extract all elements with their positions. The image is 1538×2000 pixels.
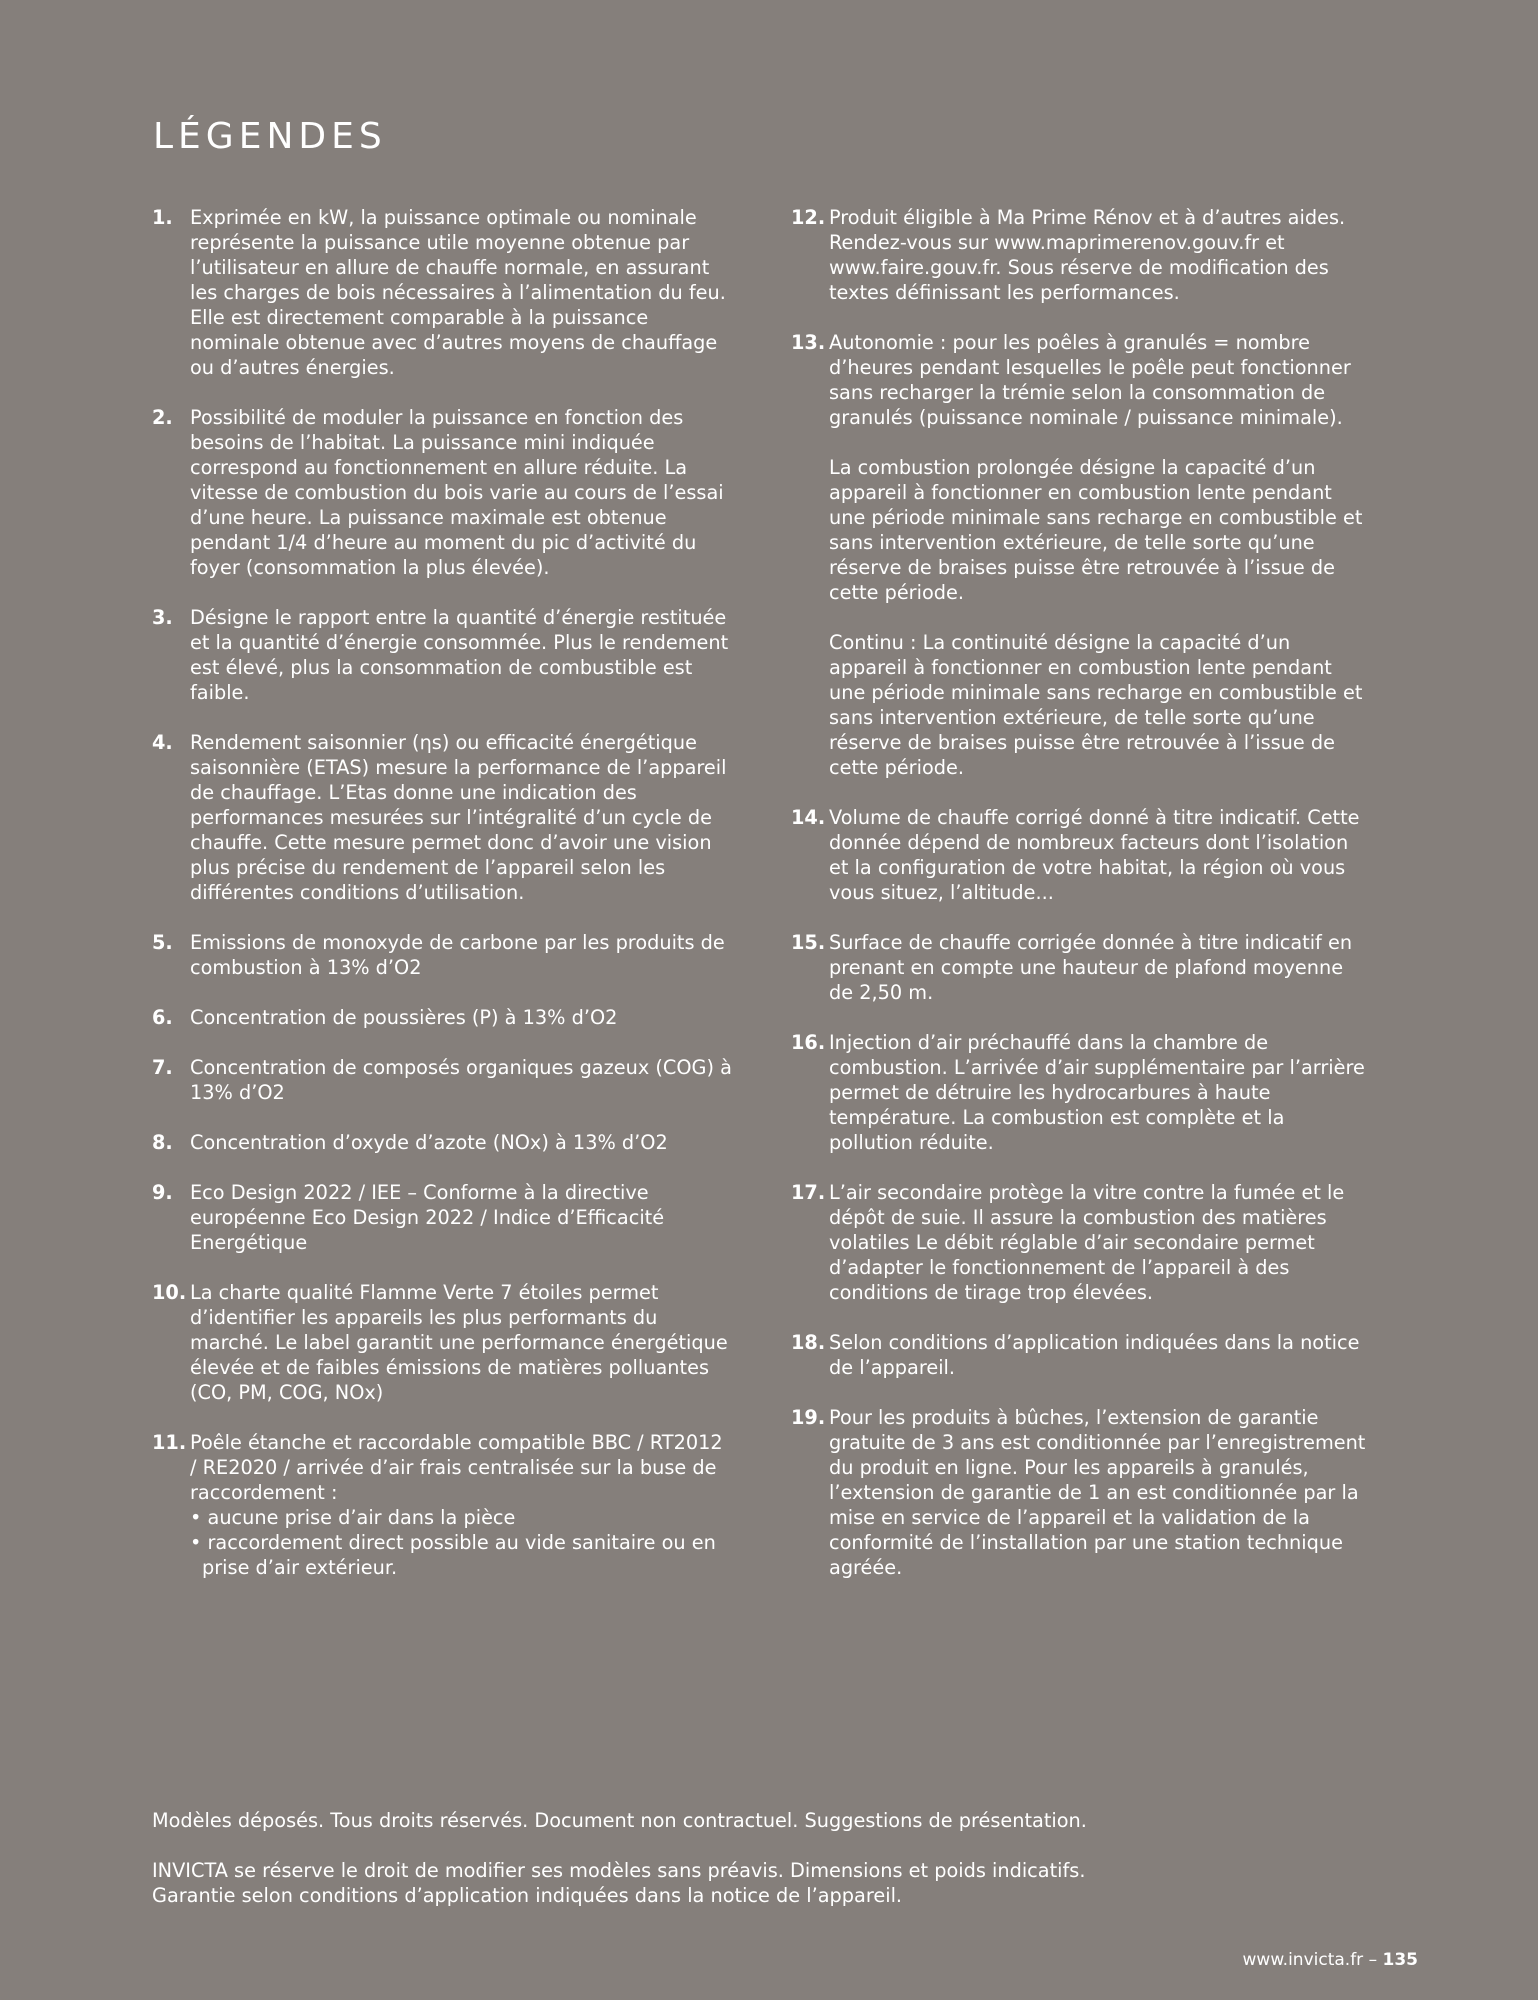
legend-note-text [190, 1005, 617, 1030]
legend-note-paragraph: Autonomie : pour les poêles à granulés = nombre d’heures pendant lesquelles le poêle peut fonctionner sans recharger la trémie selon la consommation de granulés (puissance nominale / puissance minimale). [829, 331, 1351, 429]
legend-note-paragraph: Exprimée en kW, la puissance optimale ou nominale représente la puissance utile moyenne obtenue par l’utilisateur en allure de chauffe normale, en assurant les charges de bois nécessaires à l’alimentation du feu. Elle est directement comparable à la puissance nominale obtenue avec d’autres moyens de chauffage ou d’autres énergies. [190, 206, 726, 379]
legend-note-number: 10. [152, 1281, 187, 1304]
page-footer [1243, 1950, 1418, 1970]
legend-note-paragraph: Volume de chauffe corrigé donné à titre indicatif. Cette donnée dépend de nombreux facteurs dont l’isolation et la configuration de votre habitat, la région où vous vous situez, l’altitude... [829, 806, 1360, 904]
legend-note [152, 205, 732, 380]
legend-note [791, 930, 1371, 1005]
legend-note-text [829, 1030, 1371, 1155]
legend-note-text [190, 605, 732, 705]
legend-note [791, 1030, 1371, 1155]
legend-note [791, 805, 1371, 905]
legend-note-text [190, 1280, 732, 1405]
legend-note [791, 1180, 1371, 1305]
legend-note-paragraph: La combustion prolongée désigne la capacité d’un appareil à fonctionner en combustion lente pendant une période minimale sans recharge en combustible et sans intervention extérieure, de telle sorte qu’une réserve de braises puisse être retrouvée à l’issue de cette période. [829, 456, 1363, 604]
legend-note-number: 12. [791, 206, 826, 229]
legend-note-paragraph: Concentration de poussières (P) à 13% d’O2 [190, 1006, 618, 1029]
legend-note-number: 7. [152, 1056, 173, 1079]
footer-separator: – [1368, 1950, 1378, 1970]
legend-note-paragraph: Injection d’air préchauffé dans la chambre de combustion. L’arrivée d’air supplémentaire par l’arrière permet de détruire les hydrocarbures à haute température. La combustion est complète et la pollution réduite. [829, 1031, 1365, 1154]
legend-note-paragraph: Poêle étanche et raccordable compatible BBC / RT2012 / RE2020 / arrivée d’air frais centralisée sur la buse de raccordement : [190, 1431, 723, 1504]
legend-note [152, 605, 732, 705]
legend-note-paragraph: Emissions de monoxyde de carbone par les produits de combustion à 13% d’O2 [190, 931, 725, 979]
legend-note-paragraph: La charte qualité Flamme Verte 7 étoiles permet d’identifier les appareils les plus performants du marché. Le label garantit une performance énergétique élevée et de faibles émissions de matières polluantes (CO, PM, COG, NOx) [190, 1281, 728, 1404]
legend-note-number: 6. [152, 1006, 173, 1029]
page-number: 135 [1382, 1950, 1418, 1970]
legend-note-text [190, 1055, 732, 1105]
legend-note-text [829, 1330, 1371, 1380]
legend-note [152, 730, 732, 905]
legend-note-number: 14. [791, 806, 826, 829]
legend-note-number: 8. [152, 1131, 173, 1154]
legend-note-text [190, 930, 732, 980]
legend-note-number: 16. [791, 1031, 826, 1054]
footer-line: INVICTA se réserve le droit de modifier ses modèles sans préavis. Dimensions et poids indicatifs. [152, 1859, 1086, 1882]
legend-note-text [190, 1430, 732, 1580]
legend-note-paragraph: Possibilité de moduler la puissance en fonction des besoins de l’habitat. La puissance mini indiquée correspond au fonctionnement en allure réduite. La vitesse de combustion du bois varie au cours de l’essai d’une heure. La puissance maximale est obtenue pendant 1/4 d’heure au moment du pic d’activité du foyer (consommation la plus élevée). [190, 406, 724, 579]
legend-note-paragraph: Eco Design 2022 / IEE – Conforme à la directive européenne Eco Design 2022 / Indice d’Efficacité Energétique [190, 1181, 665, 1254]
legend-note [152, 1005, 732, 1030]
legend-note [152, 1430, 732, 1580]
legend-note-text [829, 205, 1371, 305]
legend-note [791, 330, 1371, 780]
footer-line: Modèles déposés. Tous droits réservés. Document non contractuel. Suggestions de présentation. [152, 1809, 1087, 1832]
page-title: LÉGENDES [153, 116, 387, 157]
legend-note-paragraph: Selon conditions d’application indiquées dans la notice de l’appareil. [829, 1331, 1360, 1379]
legend-column-left [152, 205, 732, 1605]
legend-note [152, 1280, 732, 1405]
legend-note-text [190, 405, 732, 580]
legend-note [791, 205, 1371, 305]
legend-note-number: 2. [152, 406, 173, 429]
legend-note-number: 11. [152, 1431, 187, 1454]
legend-note [152, 405, 732, 580]
legend-note-paragraph: Surface de chauffe corrigée donnée à titre indicatif en prenant en compte une hauteur de plafond moyenne de 2,50 m. [829, 931, 1353, 1004]
legend-note-text [829, 805, 1371, 905]
legend-note-number: 4. [152, 731, 173, 754]
legend-note-text [190, 1130, 668, 1155]
legend-note [152, 1055, 732, 1105]
legend-note-paragraph: Rendement saisonnier (ηs) ou efficacité énergétique saisonnière (ETAS) mesure la performance de l’appareil de chauffage. L’Etas donne une indication des performances mesurées sur l’intégralité d’un cycle de chauffe. Cette mesure permet donc d’avoir une vision plus précise du rendement de l’appareil selon les différentes conditions d’utilisation. [190, 731, 727, 904]
legend-column-right [791, 205, 1371, 1605]
footer-disclaimer [152, 1808, 1382, 1908]
legend-note-paragraph: Continu : La continuité désigne la capacité d’un appareil à fonctionner en combustion lente pendant une période minimale sans recharge en combustible et sans intervention extérieure, de telle sorte qu’une réserve de braises puisse être retrouvée à l’issue de cette période. [829, 631, 1363, 779]
legend-note-text [829, 330, 1371, 780]
legend-note-paragraph: Concentration d’oxyde d’azote (NOx) à 13% d’O2 [190, 1131, 668, 1154]
legend-note-bullet: • raccordement direct possible au vide sanitaire ou en prise d’air extérieur. [190, 1531, 716, 1579]
legend-note [152, 930, 732, 980]
legend-note-paragraph: Produit éligible à Ma Prime Rénov et à d’autres aides. Rendez-vous sur www.maprimerenov.gouv.fr et www.faire.gouv.fr. Sous réserve de modification des textes définissant les performances. [829, 206, 1346, 304]
legend-note-paragraph: Concentration de composés organiques gazeux (COG) à 13% d’O2 [190, 1056, 732, 1104]
legend-note-number: 15. [791, 931, 826, 954]
legend-note-number: 9. [152, 1181, 173, 1204]
legend-note-paragraph: Désigne le rapport entre la quantité d’énergie restituée et la quantité d’énergie consommée. Plus le rendement est élevé, plus la consommation de combustible est faible. [190, 606, 729, 704]
legend-note [152, 1130, 732, 1155]
legend-note-number: 5. [152, 931, 173, 954]
legend-note-text [190, 205, 732, 380]
legend-note-number: 1. [152, 206, 173, 229]
legend-note-number: 17. [791, 1181, 826, 1204]
legend-note-paragraph: Pour les produits à bûches, l’extension de garantie gratuite de 3 ans est conditionnée par l’enregistrement du produit en ligne. Pour les appareils à granulés, l’extension de garantie de 1 an est conditionnée par la mise en service de l’appareil et la validation de la conformité de l’installation par une station technique agréée. [829, 1406, 1366, 1579]
legend-note-text [829, 930, 1371, 1005]
legend-note-text [829, 1180, 1371, 1305]
website-link[interactable]: www.invicta.fr [1242, 1950, 1364, 1970]
legend-note-number: 3. [152, 606, 173, 629]
footer-line: Garantie selon conditions d’application indiquées dans la notice de l’appareil. [152, 1884, 903, 1907]
legend-note [152, 1180, 732, 1255]
legend-note-bullet: • aucune prise d’air dans la pièce [190, 1506, 516, 1529]
legend-note-number: 13. [791, 331, 826, 354]
legend-note-text [190, 1180, 732, 1255]
legend-note [791, 1330, 1371, 1380]
legend-note-number: 18. [791, 1331, 826, 1354]
legend-note-text [829, 1405, 1371, 1580]
legend-note-paragraph: L’air secondaire protège la vitre contre la fumée et le dépôt de suie. Il assure la combustion des matières volatiles Le débit réglable d’air secondaire permet d’adapter le fonctionnement de l’appareil à des conditions de tirage trop élevées. [829, 1181, 1345, 1304]
legend-note-number: 19. [791, 1406, 826, 1429]
legend-note-text [190, 730, 732, 905]
legend-note [791, 1405, 1371, 1580]
